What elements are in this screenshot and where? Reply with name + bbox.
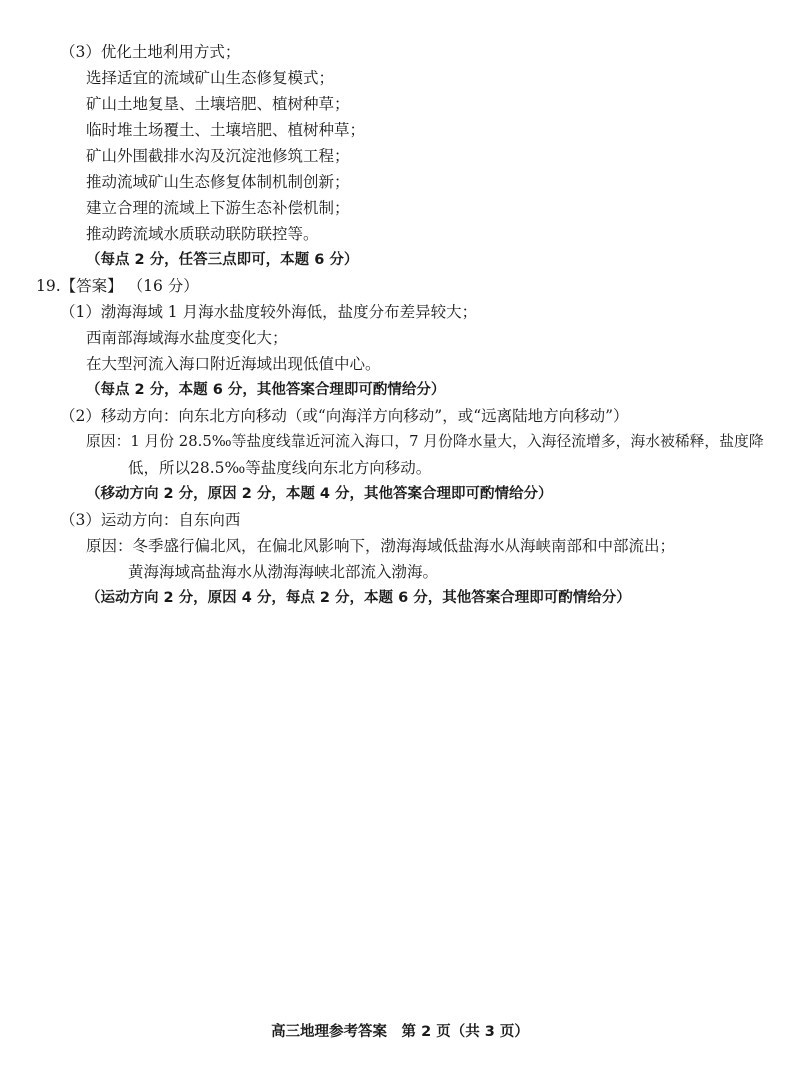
q19-part1-line1: （1）渤海海域 1 月海水盐度较外海低，盐度分布差异较大； xyxy=(60,303,478,321)
q19-part3-reason-line2: 黄海海域高盐海水从渤海海峡北部流入渤海。 xyxy=(128,563,439,581)
q19-part1-line2: 西南部海域海水盐度变化大； xyxy=(86,329,288,347)
q19-part3-reason-line1: 原因：冬季盛行偏北风，在偏北风影响下，渤海海域低盐海水从海峡南部和中部流出； xyxy=(86,537,676,555)
q19-part2-reason-line2: 低，所以28.5‰等盐度线向东北方向移动。 xyxy=(128,459,432,477)
q18-point-2: 矿山土地复垦、土壤培肥、植树种草； xyxy=(86,95,350,113)
q19-header: 19.【答案】 （16 分） xyxy=(36,277,199,295)
q18-point-5: 推动流域矿山生态修复体制机制创新； xyxy=(86,173,350,191)
q19-part3-scoring: （运动方向 2 分，原因 4 分，每点 2 分，本题 6 分，其他答案合理即可酌情给分） xyxy=(86,590,631,606)
q18-part3-heading: （3）优化土地利用方式； xyxy=(60,43,241,61)
q18-point-7: 推动跨流域水质联动联防联控等。 xyxy=(86,225,319,243)
q18-point-1: 选择适宜的流域矿山生态修复模式； xyxy=(86,69,335,87)
q19-part1-scoring: （每点 2 分，本题 6 分，其他答案合理即可酌情给分） xyxy=(86,382,446,398)
q19-part2-scoring: （移动方向 2 分，原因 2 分，本题 4 分，其他答案合理即可酌情给分） xyxy=(86,486,553,502)
q18-point-6: 建立合理的流域上下游生态补偿机制； xyxy=(86,199,350,217)
page-footer: 高三地理参考答案 第 2 页（共 3 页） xyxy=(271,1024,529,1040)
q19-part1-line3: 在大型河流入海口附近海域出现低值中心。 xyxy=(86,355,381,373)
q19-part3-direction: （3）运动方向：自东向西 xyxy=(60,511,241,529)
q19-part2-reason-line1: 原因：1 月份 28.5‰等盐度线靠近河流入海口，7 月份降水量大，入海径流增多，海水被稀释，盐度降 xyxy=(86,433,764,450)
q18-point-4: 矿山外围截排水沟及沉淀池修筑工程； xyxy=(86,147,350,165)
q18-scoring: （每点 2 分，任答三点即可，本题 6 分） xyxy=(86,252,359,268)
q18-point-3: 临时堆土场覆土、土壤培肥、植树种草； xyxy=(86,121,366,139)
q19-part2-direction: （2）移动方向：向东北方向移动（或“向海洋方向移动”，或“远离陆地方向移动”） xyxy=(60,407,629,425)
